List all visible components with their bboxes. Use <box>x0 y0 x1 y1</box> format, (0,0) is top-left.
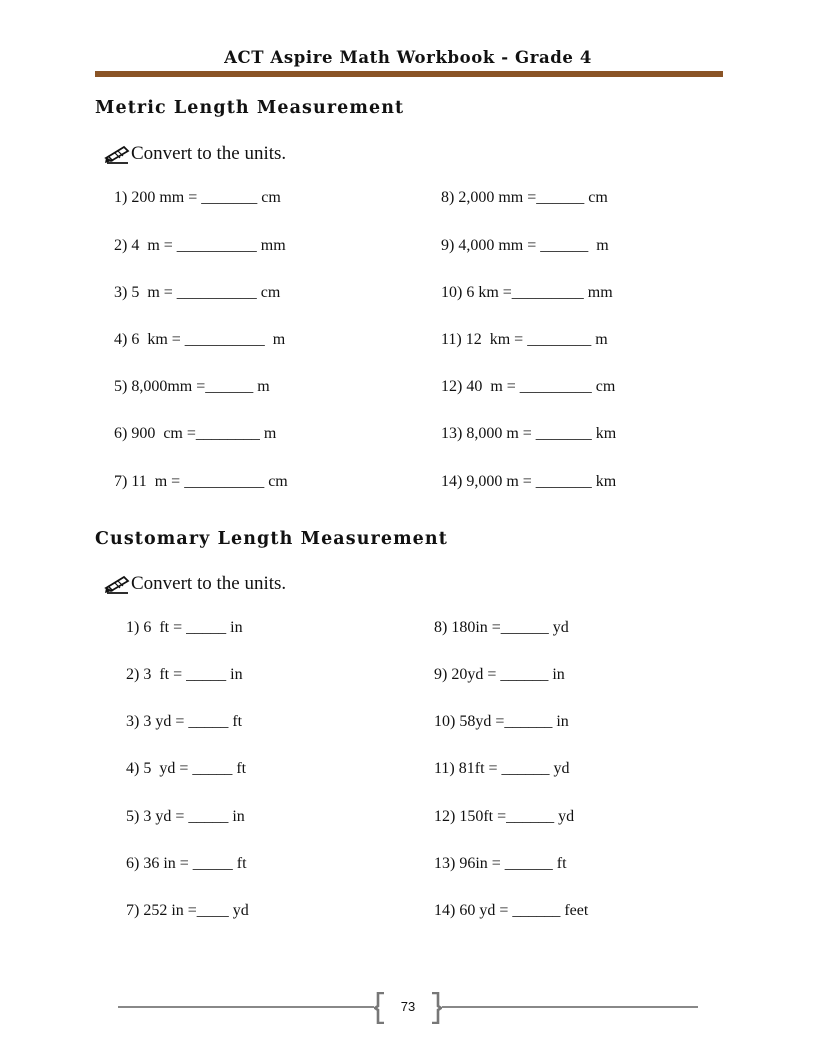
problem-item: 8) 180in =______ yd <box>434 619 569 636</box>
problem-item: 2) 3 ft = _____ in <box>126 666 243 683</box>
problem-item: 5) 3 yd = _____ in <box>126 808 245 825</box>
page-number: 73 <box>400 999 416 1014</box>
pencil-icon <box>104 574 130 594</box>
instruction-text: Convert to the units. <box>131 573 287 594</box>
problem-item: 10) 58yd =______ in <box>434 713 569 730</box>
problem-item: 8) 2,000 mm =______ cm <box>441 189 608 206</box>
pencil-icon <box>104 144 130 164</box>
problem-item: 11) 81ft = ______ yd <box>434 760 570 777</box>
section-title-metric: Metric Length Measurement <box>95 98 405 118</box>
problem-item: 3) 3 yd = _____ ft <box>126 713 243 730</box>
header-rule <box>95 71 723 77</box>
problem-item: 9) 4,000 mm = ______ m <box>441 237 609 254</box>
problem-item: 3) 5 m = __________ cm <box>114 284 281 301</box>
footer-rule-left <box>118 1006 374 1008</box>
problem-item: 1) 6 ft = _____ in <box>126 619 243 636</box>
problem-item: 2) 4 m = __________ mm <box>114 237 286 254</box>
problem-item: 12) 40 m = _________ cm <box>441 378 616 395</box>
problem-item: 4) 5 yd = _____ ft <box>126 760 247 777</box>
problem-item: 7) 11 m = __________ cm <box>114 473 288 490</box>
problem-item: 6) 900 cm =________ m <box>114 425 277 442</box>
problem-item: 6) 36 in = _____ ft <box>126 855 247 872</box>
problem-item: 10) 6 km =_________ mm <box>441 284 613 301</box>
problem-item: 13) 96in = ______ ft <box>434 855 567 872</box>
instruction-metric <box>104 143 286 165</box>
problem-item: 9) 20yd = ______ in <box>434 666 565 683</box>
problem-item: 11) 12 km = ________ m <box>441 331 608 348</box>
problem-item: 1) 200 mm = _______ cm <box>114 189 281 206</box>
section-title-customary: Customary Length Measurement <box>95 529 448 549</box>
problem-item: 5) 8,000mm =______ m <box>114 378 270 395</box>
problem-item: 14) 60 yd = ______ feet <box>434 902 589 919</box>
problem-item: 12) 150ft =______ yd <box>434 808 575 825</box>
problem-item: 4) 6 km = __________ m <box>114 331 286 348</box>
problem-item: 13) 8,000 m = _______ km <box>441 425 617 442</box>
page-header-title: ACT Aspire Math Workbook - Grade 4 <box>224 48 592 67</box>
footer-rule-right <box>442 1006 698 1008</box>
problem-item: 14) 9,000 m = _______ km <box>441 473 617 490</box>
instruction-customary <box>104 573 286 595</box>
instruction-text: Convert to the units. <box>131 143 287 164</box>
right-bracket-icon <box>430 992 442 1029</box>
problem-item: 7) 252 in =____ yd <box>126 902 249 919</box>
